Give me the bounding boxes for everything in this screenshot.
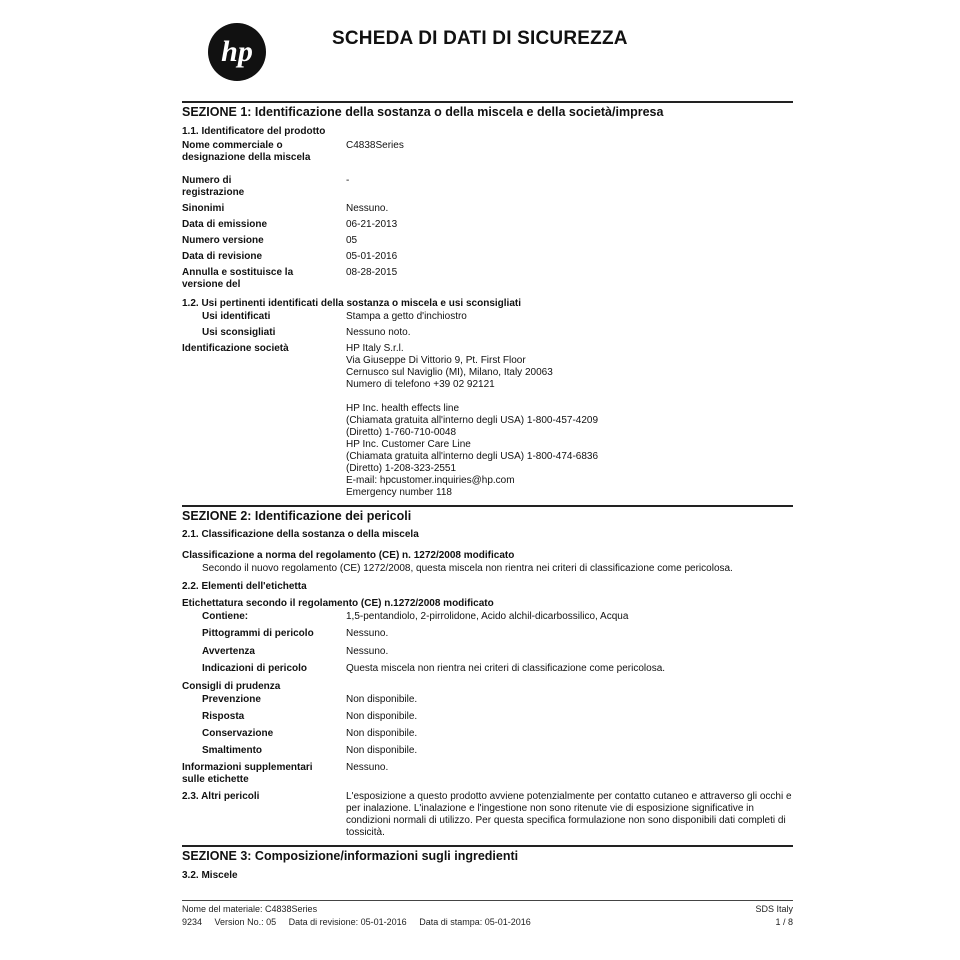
- value-hazard-pictograms: Nessuno.: [346, 628, 389, 639]
- label-prevention: Prevenzione: [202, 694, 261, 705]
- section-2-2-regulation-heading: Etichettatura secondo il regolamento (CE) n.1272/2008 modificato: [182, 598, 494, 609]
- section-2-1-heading: 2.1. Classificazione della sostanza o della miscela: [182, 529, 419, 540]
- hp-logo: [208, 23, 266, 81]
- value-signal-word: Nessuno.: [346, 646, 389, 657]
- company-line: HP Inc. Customer Care Line: [346, 439, 471, 450]
- label-hazard-pictograms: Pittogrammi di pericolo: [202, 628, 314, 639]
- row-other-hazards: [182, 791, 793, 839]
- value-version-number: 05: [346, 235, 358, 246]
- label-uses-advised-against: Usi sconsigliati: [202, 327, 276, 338]
- footer-print-date: Data di stampa: 05-01-2016: [419, 917, 531, 927]
- row-supplemental-label-info: [182, 762, 793, 786]
- label-signal-word: Avvertenza: [202, 646, 255, 657]
- row-disposal: [182, 745, 793, 757]
- section-2-2-heading: 2.2. Elementi dell'etichetta: [182, 581, 307, 592]
- label-version-number: Numero versione: [182, 235, 264, 246]
- footer-version: Version No.: 05: [214, 917, 277, 927]
- footer-material-name: Nome del materiale: C4838Series: [182, 904, 318, 914]
- value-response: Non disponibile.: [346, 711, 418, 722]
- company-line: HP Inc. health effects line: [346, 403, 460, 414]
- value-supplemental-label-info: Nessuno.: [346, 762, 389, 773]
- value-hazard-statements: Questa miscela non rientra nei criteri di classificazione come pericolosa.: [346, 663, 666, 674]
- value-disposal: Non disponibile.: [346, 745, 418, 756]
- section-1-2-heading: 1.2. Usi pertinenti identificati della sostanza o miscela e usi sconsigliati: [182, 298, 521, 309]
- company-line: (Chiamata gratuita all'interno degli USA) 1-800-474-6836: [346, 451, 599, 462]
- label-contains: Contiene:: [202, 611, 249, 622]
- value-contains: 1,5-pentandiolo, 2-pirrolidone, Acido alchil-dicarbossilico, Acqua: [346, 611, 629, 622]
- footer-revision-date: Data di revisione: 05-01-2016: [288, 917, 407, 927]
- company-line: Numero di telefono +39 02 92121: [346, 379, 495, 390]
- footer-code: 9234: [182, 917, 203, 927]
- value-issue-date: 06-21-2013: [346, 219, 398, 230]
- company-details: [346, 343, 793, 499]
- row-contains: [182, 611, 793, 623]
- section-2-heading: SEZIONE 2: Identificazione dei pericoli: [182, 505, 793, 523]
- company-line: [346, 391, 793, 403]
- footer-page-number: 1 / 8: [775, 917, 793, 927]
- label-hazard-statements: Indicazioni di pericolo: [202, 663, 308, 674]
- value-synonyms: Nessuno.: [346, 203, 389, 214]
- row-registration-number: [182, 175, 793, 199]
- company-line: Via Giuseppe Di Vittorio 9, Pt. First Floor: [346, 355, 526, 366]
- label-trade-name: Nome commerciale o designazione della miscela: [182, 140, 311, 163]
- page-footer: [182, 900, 793, 928]
- label-revision-date: Data di revisione: [182, 251, 263, 262]
- classification-text: Secondo il nuovo regolamento (CE) 1272/2008, questa miscela non rientra nei criteri di classificazione come pericolosa.: [202, 563, 733, 574]
- precautionary-statements-heading: Consigli di prudenza: [182, 681, 281, 692]
- label-company-identification: Identificazione società: [182, 343, 289, 354]
- company-line: (Chiamata gratuita all'interno degli USA) 1-800-457-4209: [346, 415, 599, 426]
- section-3-2-heading: 3.2. Miscele: [182, 870, 238, 881]
- row-supersedes: [182, 267, 793, 291]
- company-line: (Diretto) 1-760-710-0048: [346, 427, 457, 438]
- label-supplemental-label-info: Informazioni supplementari sulle etichette: [182, 762, 313, 785]
- company-email: E-mail: hpcustomer.inquiries@hp.com: [346, 475, 515, 486]
- row-uses-advised-against: [182, 327, 793, 339]
- row-hazard-pictograms: [182, 628, 793, 640]
- section-3-heading: SEZIONE 3: Composizione/informazioni sugli ingredienti: [182, 845, 793, 863]
- value-supersedes: 08-28-2015: [346, 267, 398, 278]
- label-supersedes: Annulla e sostituisce la versione del: [182, 267, 294, 290]
- sds-content: [182, 101, 793, 882]
- row-synonyms: [182, 203, 793, 215]
- label-identified-uses: Usi identificati: [202, 311, 271, 322]
- company-line: HP Italy S.r.l.: [346, 343, 404, 354]
- section-1-heading: SEZIONE 1: Identificazione della sostanza o della miscela e della società/impresa: [182, 101, 793, 119]
- row-trade-name: [182, 140, 793, 164]
- row-revision-date: [182, 251, 793, 263]
- company-line: Cernusco sul Naviglio (MI), Milano, Italy 20063: [346, 367, 553, 378]
- row-company-identification: [182, 343, 793, 499]
- label-registration-number: Numero di registrazione: [182, 175, 245, 198]
- value-revision-date: 05-01-2016: [346, 251, 398, 262]
- company-line: (Diretto) 1-208-323-2551: [346, 463, 457, 474]
- label-synonyms: Sinonimi: [182, 203, 225, 214]
- row-issue-date: [182, 219, 793, 231]
- section-2-1-regulation-heading: Classificazione a norma del regolamento (CE) n. 1272/2008 modificato: [182, 550, 515, 561]
- row-identified-uses: [182, 311, 793, 323]
- value-other-hazards: L'esposizione a questo prodotto avviene potenzialmente per contatto cutaneo e attraverso gli occhi e per inalazione. L'inalazione e l'ingestione non sono ritenute vie di esposizione significative in condizioni normali di utilizzo. Per questa specifica formulazione non sono disponibili dati completi di tossicità.: [346, 791, 792, 838]
- row-hazard-statements: [182, 663, 793, 675]
- row-prevention: [182, 694, 793, 706]
- footer-sds-region: SDS Italy: [755, 904, 793, 914]
- row-response: [182, 711, 793, 723]
- label-issue-date: Data di emissione: [182, 219, 268, 230]
- value-trade-name: C4838Series: [346, 140, 404, 151]
- row-storage: [182, 728, 793, 740]
- company-line: Emergency number 118: [346, 487, 452, 498]
- label-storage: Conservazione: [202, 728, 274, 739]
- label-response: Risposta: [202, 711, 245, 722]
- value-registration-number: -: [346, 175, 350, 186]
- section-1-1-heading: 1.1. Identificatore del prodotto: [182, 126, 326, 137]
- label-other-hazards: 2.3. Altri pericoli: [182, 791, 260, 802]
- value-storage: Non disponibile.: [346, 728, 418, 739]
- hp-logo-text: hp: [221, 35, 253, 68]
- value-prevention: Non disponibile.: [346, 694, 418, 705]
- label-disposal: Smaltimento: [202, 745, 263, 756]
- value-uses-advised-against: Nessuno noto.: [346, 327, 411, 338]
- value-identified-uses: Stampa a getto d'inchiostro: [346, 311, 467, 322]
- row-signal-word: [182, 646, 793, 658]
- row-version-number: [182, 235, 793, 247]
- document-title: SCHEDA DI DATI DI SICUREZZA: [332, 28, 628, 49]
